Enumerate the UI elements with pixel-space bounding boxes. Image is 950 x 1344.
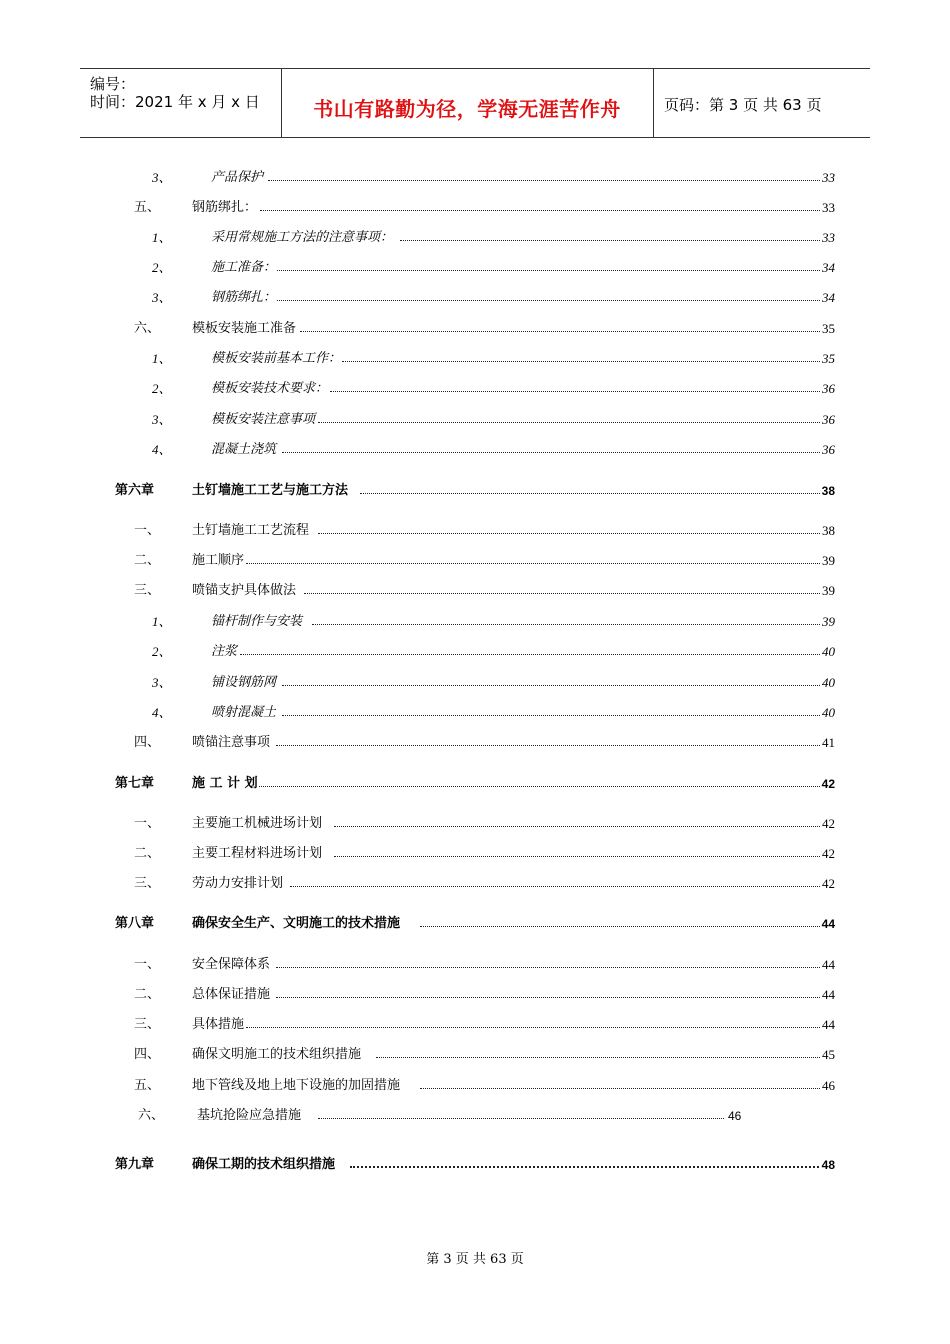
toc-entry-number: 4、 [152,705,172,720]
toc-entry-title: 喷锚支护具体做法 [192,581,297,601]
toc-entry-title: 主要工程材料进场计划 [192,844,323,864]
toc-entry-page: 40 [821,673,835,693]
toc-entry-title: 模板安装技术要求： [211,379,329,399]
toc-entry-number: 3、 [152,412,172,427]
toc-entry-number: 五、 [134,1078,161,1093]
toc-entry[interactable] [0,814,950,834]
toc-leader-dots [240,654,834,655]
toc-leader-dots [260,210,834,211]
toc-entry-title: 劳动力安排计划 [192,874,284,894]
toc-entry[interactable] [0,349,950,369]
toc-leader-dots [276,745,834,746]
toc-entry-number: 三、 [134,1017,161,1032]
toc-entry-number: 六、 [138,1108,165,1123]
toc-leader-dots [400,240,834,241]
toc-chapter-title: 确保安全生产、文明施工的技术措施 [192,914,401,934]
toc-entry[interactable] [0,673,950,693]
toc-entry-page: 42 [821,874,835,894]
toc-leader-dots [334,826,834,827]
toc-entry-title: 模板安装注意事项 [211,410,316,430]
toc-entry-page: 39 [821,551,835,571]
toc-entry[interactable] [0,985,950,1005]
toc-leader-dots [304,593,834,594]
toc-entry[interactable] [0,228,950,248]
toc-entry-page: 46 [727,1106,741,1126]
toc-chapter-entry[interactable] [0,914,950,934]
toc-entry-number: 四、 [134,735,161,750]
toc-leader-dots [318,1118,724,1119]
toc-entry-title: 注浆 [211,642,238,662]
toc-entry[interactable] [0,955,950,975]
toc-entry-page: 48 [821,1155,835,1175]
toc-leader-dots [246,1027,834,1028]
toc-entry-number: 二、 [134,987,161,1002]
toc-entry-page: 33 [821,198,835,218]
toc-entry-title: 钢筋绑扎： [211,288,277,308]
toc-entry[interactable] [0,258,950,278]
toc-leader-dots [282,452,834,453]
toc-entry-number: 二、 [134,553,161,568]
toc-entry[interactable] [0,440,950,460]
toc-entry-number: 一、 [134,957,161,972]
toc-entry-title: 确保文明施工的技术组织措施 [192,1045,362,1065]
toc-entry-page: 42 [821,774,835,794]
toc-entry-page: 42 [821,844,835,864]
toc-entry-title: 铺设钢筋网 [211,673,277,693]
toc-chapter-title: 土钉墙施工工艺与施工方法 [192,481,349,501]
toc-entry-number: 2、 [152,260,172,275]
toc-entry[interactable] [0,1106,950,1126]
toc-entry-page: 38 [821,521,835,541]
toc-entry-title: 地下管线及地上地下设施的加固措施 [192,1076,401,1096]
toc-entry-number: 4、 [152,442,172,457]
toc-entry[interactable] [0,703,950,723]
toc-entry[interactable] [0,844,950,864]
toc-entry-title: 采用常规施工方法的注意事项： [211,228,394,248]
toc-entry-page: 42 [821,814,835,834]
toc-entry-title: 安全保障体系 [192,955,271,975]
toc-chapter-number: 第六章 [115,483,155,498]
toc-entry-page: 46 [821,1076,835,1096]
toc-entry[interactable] [0,642,950,662]
toc-leader-dots [290,886,834,887]
toc-entry-number: 三、 [134,583,161,598]
document-header [80,68,870,138]
toc-entry[interactable] [0,288,950,308]
toc-chapter-number: 第七章 [115,776,155,791]
toc-entry-number: 二、 [134,846,161,861]
toc-entry-title: 总体保证措施 [192,985,271,1005]
document-date: 时间：2021 年 x 月 x 日 [90,93,260,111]
toc-chapter-entry[interactable] [0,481,950,501]
toc-entry-number: 五、 [134,200,161,215]
toc-leader-dots [258,786,834,787]
toc-entry-page: 36 [821,379,835,399]
toc-leader-dots [334,856,834,857]
toc-entry-number: 2、 [152,381,172,396]
toc-entry-page: 33 [821,228,835,248]
motto-text: 书山有路勤为径，学海无涯苦作舟 [313,97,621,121]
toc-entry-title: 施工准备： [211,258,277,278]
toc-leader-dots [276,300,834,301]
toc-entry[interactable] [0,612,950,632]
toc-entry-page: 38 [821,481,835,501]
toc-leader-dots [276,270,834,271]
toc-chapter-number: 第九章 [115,1157,155,1172]
toc-entry-number: 3、 [152,290,172,305]
toc-entry-number: 一、 [134,816,161,831]
toc-entry[interactable] [0,581,950,601]
toc-entry-title: 喷锚注意事项 [192,733,271,753]
toc-leader-dots [312,624,834,625]
toc-leader-dots [420,926,834,927]
toc-entry[interactable] [0,733,950,753]
toc-entry-page: 35 [821,349,835,369]
toc-entry-number: 六、 [134,321,161,336]
toc-leader-dots [318,422,834,423]
toc-entry-title: 混凝土浇筑 [211,440,277,460]
toc-entry-title: 具体措施 [192,1015,245,1035]
toc-entry-page: 35 [821,319,835,339]
toc-chapter-title: 施 工 计 划 [192,774,259,794]
document-number-label: 编号： [90,75,136,93]
toc-entry-page: 45 [821,1045,835,1065]
toc-leader-dots [420,1088,834,1089]
toc-leader-dots [282,685,834,686]
toc-entry-number: 1、 [152,614,172,629]
toc-entry-page: 44 [821,1015,835,1035]
toc-entry-page: 44 [821,914,835,934]
toc-leader-dots [342,361,834,362]
toc-leader-dots [350,1166,834,1168]
toc-entry-page: 40 [821,703,835,723]
toc-entry-title: 喷射混凝土 [211,703,277,723]
page-footer: 第 3 页 共 63 页 [426,1252,524,1267]
header-meta-cell [80,69,282,137]
toc-entry[interactable] [0,1076,950,1096]
page-info: 页码：第 3 页 共 63 页 [664,96,822,114]
toc-entry-page: 36 [821,410,835,430]
toc-leader-dots [330,391,834,392]
toc-entry[interactable] [0,521,950,541]
toc-entry-page: 40 [821,642,835,662]
toc-entry-title: 基坑抢险应急措施 [197,1106,302,1126]
toc-entry-page: 39 [821,612,835,632]
toc-entry[interactable] [0,319,950,339]
toc-entry-title: 土钉墙施工工艺流程 [192,521,310,541]
toc-entry-number: 3、 [152,675,172,690]
toc-entry-page: 33 [821,168,835,188]
toc-entry-title: 主要施工机械进场计划 [192,814,323,834]
toc-entry-title: 产品保护 [211,168,264,188]
toc-leader-dots [376,1057,834,1058]
toc-entry[interactable] [0,410,950,430]
toc-entry-page: 34 [821,288,835,308]
toc-leader-dots [300,331,834,332]
toc-leader-dots [282,715,834,716]
toc-entry-page: 36 [821,440,835,460]
toc-entry-page: 41 [821,733,835,753]
toc-entry[interactable] [0,168,950,188]
toc-chapter-entry[interactable] [0,774,950,794]
toc-leader-dots [246,563,834,564]
toc-entry-number: 一、 [134,523,161,538]
toc-entry-number: 3、 [152,170,172,185]
toc-leader-dots [276,997,834,998]
header-page-cell [654,69,870,137]
toc-entry[interactable] [0,1045,950,1065]
toc-entry-page: 34 [821,258,835,278]
toc-leader-dots [360,493,834,494]
toc-entry-page: 44 [821,955,835,975]
toc-entry-number: 1、 [152,230,172,245]
toc-chapter-number: 第八章 [115,916,155,931]
toc-entry[interactable] [0,874,950,894]
toc-entry-number: 2、 [152,644,172,659]
header-motto-cell [281,69,654,137]
toc-entry[interactable] [0,551,950,571]
toc-entry-number: 四、 [134,1047,161,1062]
toc-chapter-entry[interactable] [0,1155,950,1175]
toc-entry-title: 模板安装前基本工作： [211,349,342,369]
toc-leader-dots [268,180,834,181]
toc-entry-title: 锚杆制作与安装 [211,612,303,632]
toc-leader-dots [276,967,834,968]
toc-entry[interactable] [0,379,950,399]
toc-entry[interactable] [0,198,950,218]
toc-entry-number: 1、 [152,351,172,366]
toc-entry-number: 三、 [134,876,161,891]
toc-entry-title: 钢筋绑扎： [192,198,258,218]
toc-entry-page: 39 [821,581,835,601]
toc-leader-dots [318,533,834,534]
toc-entry-page: 44 [821,985,835,1005]
toc-entry[interactable] [0,1015,950,1035]
toc-entry-title: 模板安装施工准备 [192,319,297,339]
toc-chapter-title: 确保工期的技术组织措施 [192,1155,336,1175]
toc-entry-title: 施工顺序 [192,551,245,571]
